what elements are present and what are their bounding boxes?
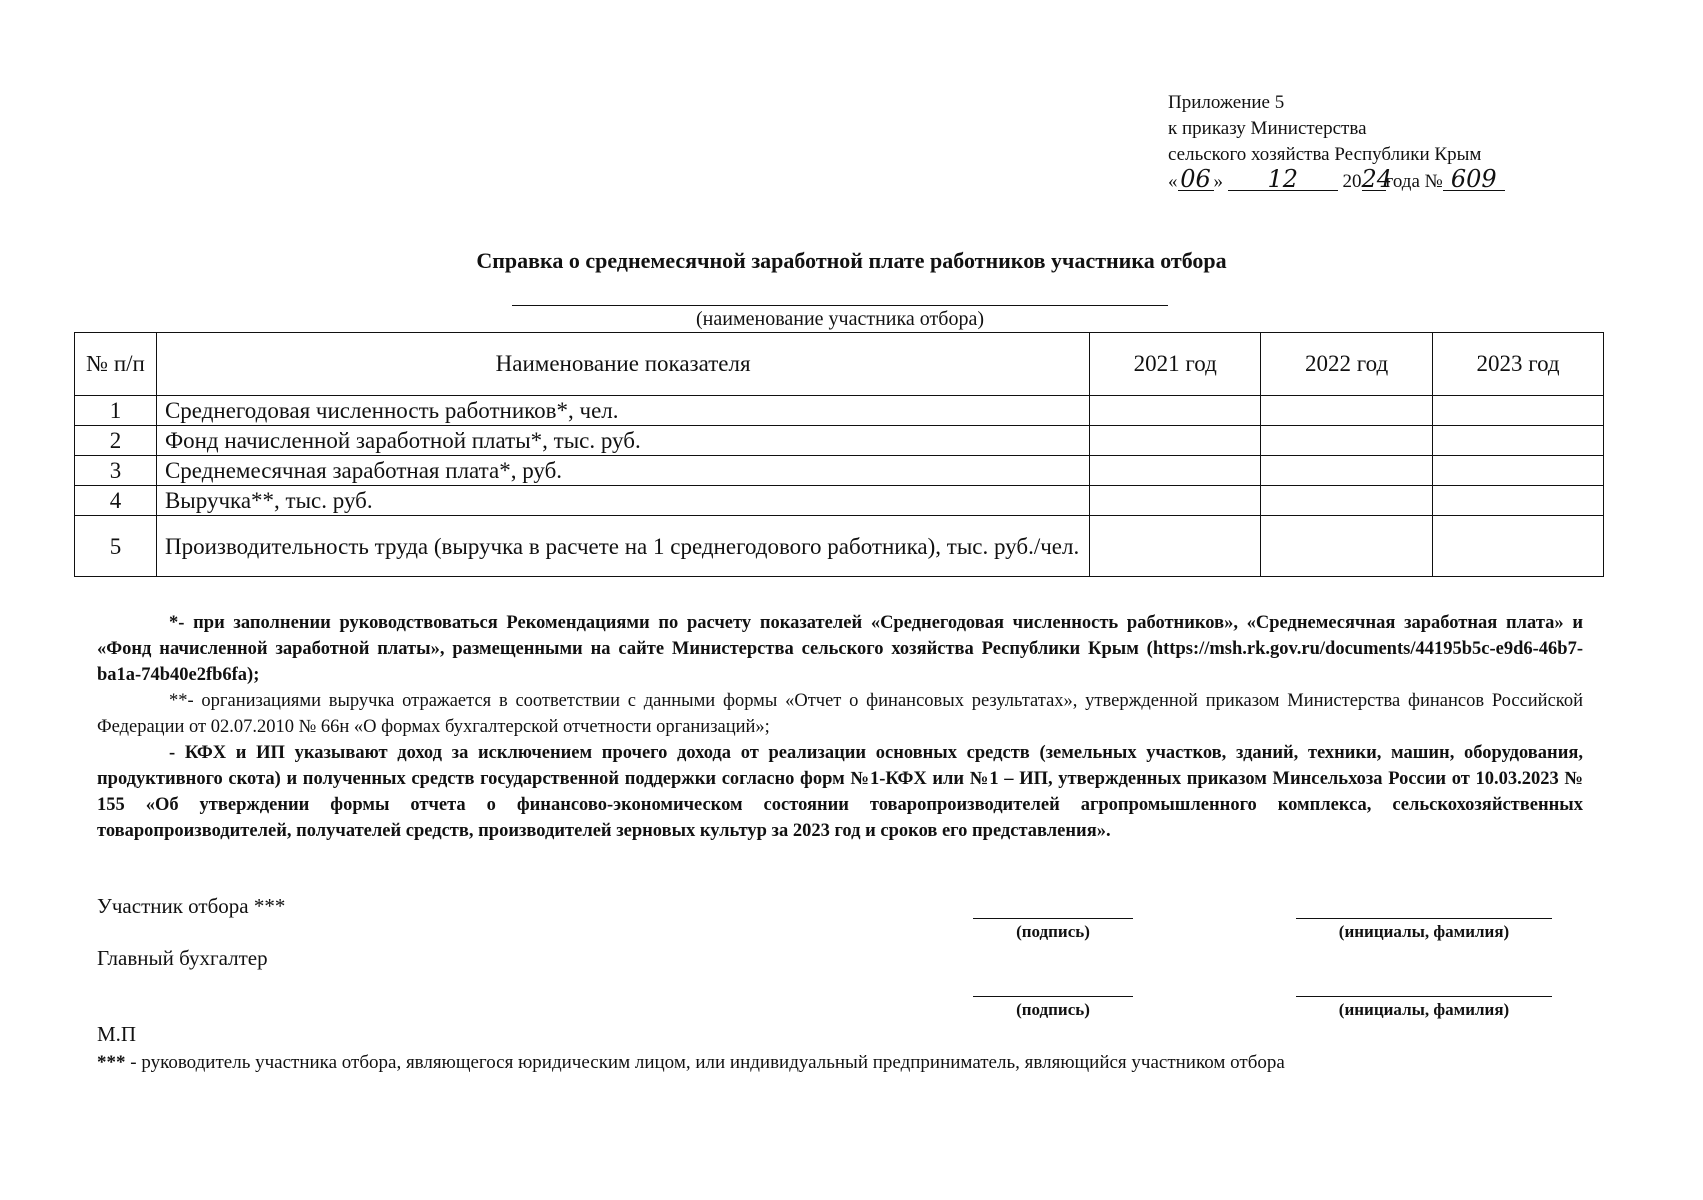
header-num: № п/п: [75, 333, 157, 396]
cell-2021[interactable]: [1090, 516, 1261, 577]
table-row: [75, 456, 1604, 486]
document-title: Справка о среднемесячной заработной плате работников участника отбора: [476, 248, 1227, 273]
note-2: **- организациями выручка отражается в соответствии с данными формы «Отчет о финансовых результатах», утвержденной приказом Министерства финансов Российской Федерации от 02.07.2010 № 66н «О формах бухгалтерской отчетности организаций»;: [97, 691, 1583, 737]
header-2023: 2023 год: [1433, 333, 1604, 396]
row-name: Среднегодовая численность работников*, чел.: [156, 396, 1089, 426]
table-row: [75, 486, 1604, 516]
cell-2021[interactable]: [1090, 426, 1261, 456]
order-number: 609: [1443, 168, 1505, 191]
row-num: 3: [75, 456, 157, 486]
cell-2021[interactable]: [1090, 486, 1261, 516]
appendix-block: [1168, 90, 1505, 195]
row-name: Фонд начисленной заработной платы*, тыс. руб.: [156, 426, 1089, 456]
appendix-line-1: Приложение 5: [1168, 92, 1285, 113]
accountant-initials-caption: (инициалы, фамилия): [1338, 1000, 1510, 1019]
footnote-text: - руководитель участника отбора, являющегося юридическим лицом, или индивидуальный предприниматель, являющийся участником отбора: [125, 1052, 1285, 1073]
accountant-initials-line[interactable]: [1296, 996, 1552, 997]
note-1: *- при заполнении руководствоваться Рекомендациями по расчету показателей «Среднегодовая численность работников», «Среднемесячная заработная плата» и «Фонд начисленной заработной платы», размещенными на сайте Министерства сельского хозяйства Республики Крым (https://msh.rk.gov.ru/documents/44195b5c-e9d6-46b7-ba1a-74b40e2fb6fa);: [97, 613, 1583, 685]
appendix-date-line: [1168, 165, 1505, 195]
header-2022: 2022 год: [1261, 333, 1433, 396]
cell-2023[interactable]: [1433, 456, 1604, 486]
date-close-quote: »: [1213, 171, 1223, 192]
participant-signature-caption: (подпись): [1016, 922, 1090, 941]
note-3: - КФХ и ИП указывают доход за исключением прочего дохода от реализации основных средств (земельных участков, зданий, техники, машин, оборудования, продуктивного скота) и полученных средств государственной поддержки согласно форм №1-КФХ или №1 – ИП, утвержденных приказом Минсельхоза России от 10.03.2023 № 155 «Об утверждении формы отчета о финансово-экономическом состоянии товаропроизводителей агропромышленного комплекса, сельскохозяйственных товаропроизводителей, получателей средств, производителей зерновых культур за 2023 год и сроков его представления».: [97, 743, 1583, 841]
date-year-prefix: 20: [1342, 171, 1362, 192]
cell-2022[interactable]: [1261, 396, 1433, 426]
cell-2022[interactable]: [1261, 486, 1433, 516]
cell-2023[interactable]: [1433, 396, 1604, 426]
cell-2023[interactable]: [1433, 426, 1604, 456]
accountant-label: Главный бухгалтер: [97, 946, 268, 970]
participant-signature-line[interactable]: [973, 918, 1133, 919]
header-2021: 2021 год: [1090, 333, 1261, 396]
table-row: [75, 426, 1604, 456]
accountant-signature-caption: (подпись): [1016, 1000, 1090, 1019]
indicators-table: [74, 332, 1604, 577]
cell-2022[interactable]: [1261, 456, 1433, 486]
cell-2022[interactable]: [1261, 516, 1433, 577]
table-row: [75, 396, 1604, 426]
date-year-word: года №: [1385, 171, 1443, 192]
row-num: 4: [75, 486, 157, 516]
accountant-signature-line[interactable]: [973, 996, 1133, 997]
row-name: Среднемесячная заработная плата*, руб.: [156, 456, 1089, 486]
header-name: Наименование показателя: [156, 333, 1089, 396]
cell-2023[interactable]: [1433, 516, 1604, 577]
row-num: 5: [75, 516, 157, 577]
notes-block: [97, 610, 1583, 844]
row-num: 1: [75, 396, 157, 426]
date-open-quote: «: [1168, 171, 1178, 192]
row-num: 2: [75, 426, 157, 456]
participant-label: Участник отбора ***: [97, 894, 286, 918]
participant-initials-line[interactable]: [1296, 918, 1552, 919]
date-year-suffix: 24: [1361, 165, 1393, 193]
table-header-row: [75, 333, 1604, 396]
cell-2023[interactable]: [1433, 486, 1604, 516]
cell-2021[interactable]: [1090, 396, 1261, 426]
date-day: 06: [1178, 168, 1214, 191]
date-month: 12: [1228, 168, 1338, 191]
participant-name-line[interactable]: [512, 305, 1168, 306]
cell-2021[interactable]: [1090, 456, 1261, 486]
row-name: Выручка**, тыс. руб.: [156, 486, 1089, 516]
footnote: [97, 1052, 1285, 1074]
participant-caption: (наименование участника отбора): [696, 308, 984, 330]
footnote-marker: ***: [97, 1052, 126, 1073]
row-name: Производительность труда (выручка в расчете на 1 среднегодового работника), тыс. руб./чел.: [156, 516, 1089, 577]
cell-2022[interactable]: [1261, 426, 1433, 456]
table-row: [75, 516, 1604, 577]
participant-initials-caption: (инициалы, фамилия): [1338, 922, 1510, 941]
seal-label: М.П: [97, 1022, 137, 1046]
appendix-line-3: сельского хозяйства Республики Крым: [1168, 144, 1482, 165]
appendix-line-2: к приказу Министерства: [1168, 118, 1367, 139]
